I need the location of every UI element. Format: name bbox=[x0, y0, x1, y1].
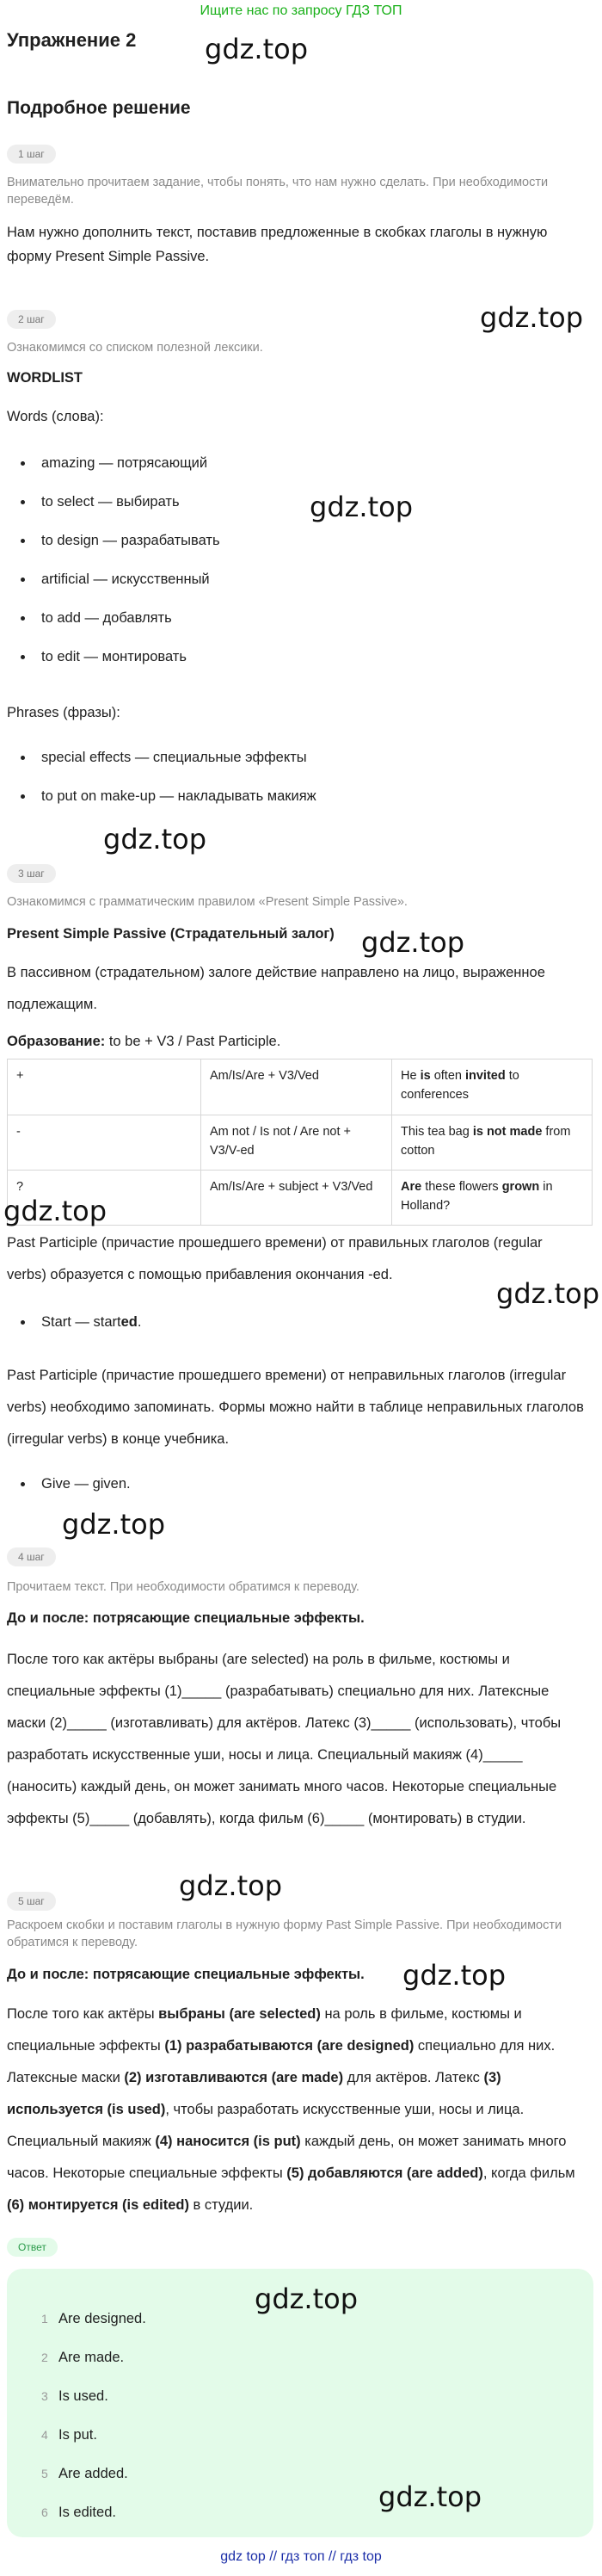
answer-item bbox=[7, 2345, 523, 2384]
answer-number: 6 bbox=[41, 2505, 48, 2519]
text-part: , чтобы разработать искусственные уши, носы и лица. Специальный макияж bbox=[7, 2102, 525, 2149]
answer-text: Are made. bbox=[58, 2350, 125, 2365]
table-row bbox=[8, 1115, 593, 1171]
list-item: to put on make-up — накладывать макияж bbox=[7, 784, 523, 823]
step5-heading: До и после: потрясающие специальные эффекты. bbox=[7, 1967, 365, 1982]
text-part: , когда фильм bbox=[482, 2165, 575, 2181]
step-badge-5: 5 шаг bbox=[7, 1892, 56, 1911]
table-cell bbox=[392, 1115, 593, 1171]
solution-heading: Подробное решение bbox=[7, 98, 191, 118]
formation-line bbox=[7, 1029, 280, 1053]
table-cell bbox=[392, 1171, 593, 1226]
watermark: gdz.top bbox=[103, 823, 207, 856]
step-badge-2: 2 шаг bbox=[7, 310, 56, 329]
example-text: to conferences bbox=[401, 1069, 519, 1102]
answer-item bbox=[7, 2423, 523, 2462]
answer-text: Is used. bbox=[58, 2388, 108, 2404]
phrases-list bbox=[7, 745, 523, 823]
watermark: gdz.top bbox=[205, 33, 309, 65]
bottom-links[interactable]: gdz top // гдз топ // гдз top bbox=[220, 2549, 382, 2564]
list-item: to edit — монтировать bbox=[7, 645, 523, 683]
example-text: . bbox=[137, 1314, 142, 1330]
answer-part: (5) добавляются (are added) bbox=[286, 2165, 483, 2181]
table-cell: Am not / Is not / Are not + V3/V-ed bbox=[201, 1115, 392, 1171]
step1-text: Нам нужно дополнить текст, поставив предложенные в скобках глаголы в нужную форму Present Simple Passive. bbox=[7, 225, 548, 264]
table-cell: - bbox=[8, 1115, 201, 1171]
step4-heading: До и после: потрясающие специальные эффекты. bbox=[7, 1610, 365, 1626]
rule-title: Present Simple Passive (Страдательный залог) bbox=[7, 926, 335, 942]
text-part: для актёров. Латекс bbox=[343, 2070, 484, 2085]
phrases-label: Phrases (фразы): bbox=[7, 705, 120, 720]
words-label: Words (слова): bbox=[7, 409, 104, 424]
watermark: gdz.top bbox=[62, 1508, 166, 1541]
table-cell: Am/Is/Are + V3/Ved bbox=[201, 1059, 392, 1115]
step-badge-1: 1 шаг bbox=[7, 145, 56, 164]
answer-number: 5 bbox=[41, 2467, 48, 2480]
watermark: gdz.top bbox=[310, 491, 414, 523]
list-item: to add — добавлять bbox=[7, 606, 523, 645]
step-badge-4: 4 шаг bbox=[7, 1547, 56, 1566]
answer-number: 1 bbox=[41, 2312, 48, 2326]
watermark: gdz.top bbox=[480, 301, 584, 334]
rule-text: В пассивном (страдательном) залоге действие направлено на лицо, выраженное подлежащим. bbox=[7, 965, 545, 1012]
example-text: these flowers bbox=[421, 1180, 502, 1194]
example-text: Start — start bbox=[41, 1314, 121, 1330]
list-item: artificial — искусственный bbox=[7, 567, 523, 606]
table-cell: Am/Is/Are + subject + V3/Ved bbox=[201, 1171, 392, 1226]
answer-part: (1) разрабатываются (are designed) bbox=[164, 2038, 415, 2054]
answer-part: (2) изготавливаются (are made) bbox=[124, 2070, 344, 2085]
example-verb: invited bbox=[464, 1069, 506, 1083]
text-part: специально для них. Латексные маски bbox=[7, 2038, 556, 2085]
answer-item bbox=[7, 2384, 523, 2423]
example-verb: Are bbox=[401, 1180, 422, 1194]
example-text: This tea bag bbox=[401, 1125, 473, 1139]
table-cell: + bbox=[8, 1059, 201, 1115]
words-list bbox=[7, 451, 523, 683]
watermark: gdz.top bbox=[179, 1869, 283, 1902]
answer-part: выбраны (are selected) bbox=[158, 2006, 321, 2022]
example-text: He bbox=[401, 1069, 421, 1083]
example-text: often bbox=[430, 1069, 465, 1083]
pp-irregular-example bbox=[7, 1472, 523, 1510]
answer-part: (4) наносится (is put) bbox=[155, 2134, 301, 2149]
list-item: Give — given. bbox=[7, 1472, 523, 1510]
step1-note: Внимательно прочитаем задание, чтобы понять, что нам нужно сделать. При необходимости переведём. bbox=[7, 176, 549, 207]
example-verb: is bbox=[420, 1069, 431, 1083]
answer-text: Is edited. bbox=[58, 2505, 116, 2520]
formation-label: Образование: bbox=[7, 1034, 106, 1049]
text-part: После того как актёры bbox=[7, 2006, 159, 2022]
wordlist-title: WORDLIST bbox=[7, 370, 83, 386]
step3-note: Ознакомимся с грамматическим правилом «Present Simple Passive». bbox=[7, 895, 408, 909]
list-item bbox=[7, 1310, 523, 1349]
answer-text: Is put. bbox=[58, 2427, 97, 2443]
pp-regular-example bbox=[7, 1310, 523, 1349]
step4-note: Прочитаем текст. При необходимости обратимся к переводу. bbox=[7, 1580, 359, 1594]
watermark: gdz.top bbox=[3, 1195, 108, 1227]
list-item: special effects — специальные эффекты bbox=[7, 745, 523, 784]
page-title: Упражнение 2 bbox=[7, 29, 137, 51]
answer-text: Are added. bbox=[58, 2466, 128, 2481]
step-badge-3: 3 шаг bbox=[7, 864, 56, 883]
table-row bbox=[8, 1059, 593, 1115]
step4-text: После того как актёры выбраны (are selected) на роль в фильме, костюмы и специальные эффекты (1)_____ (разрабатывать) специально для них. Латексные маски (2)_____ (изготавливать) для актёров. Латекс (3)_____ (использовать), чтобы разработать искусственные уши, носы и лица. Специальный макияж (4)_____ (наносить) каждый день, он может занимать много часов. Некоторые специальные эффекты (5)_____ (добавлять), когда фильм (6)_____ (монтировать) в студии. bbox=[7, 1652, 562, 1826]
watermark: gdz.top bbox=[496, 1277, 600, 1310]
example-verb: grown bbox=[501, 1180, 540, 1194]
table-cell: ? bbox=[8, 1171, 201, 1226]
answer-number: 3 bbox=[41, 2389, 48, 2403]
example-verb: is not made bbox=[472, 1125, 543, 1139]
pp-regular: Past Participle (причастие прошедшего времени) от правильных глаголов (regular verbs) образуется с помощью прибавления окончания -ed. bbox=[7, 1235, 543, 1282]
list-item: to select — выбирать bbox=[7, 490, 523, 528]
formation-text: to be + V3 / Past Participle. bbox=[105, 1034, 281, 1049]
answer-badge: Ответ bbox=[7, 2238, 58, 2257]
list-item: amazing — потрясающий bbox=[7, 451, 523, 490]
text-part: каждый день, он может занимать много часов. Некоторые специальные эффекты bbox=[7, 2134, 567, 2181]
step2-note: Ознакомимся со списком полезной лексики. bbox=[7, 341, 263, 355]
answer-number: 2 bbox=[41, 2351, 48, 2364]
answer-part: (3) используется (is used) bbox=[7, 2070, 501, 2117]
watermark: gdz.top bbox=[361, 926, 465, 959]
text-part: на роль в фильме, костюмы и специальные эффекты bbox=[7, 2006, 522, 2054]
example-text: from cotton bbox=[401, 1125, 571, 1158]
example-text: in Holland? bbox=[401, 1180, 553, 1213]
watermark: gdz.top bbox=[378, 2480, 482, 2513]
top-banner[interactable]: Ищите нас по запросу ГДЗ ТОП bbox=[200, 3, 402, 18]
watermark: gdz.top bbox=[402, 1959, 507, 1992]
step5-text bbox=[7, 1998, 592, 2221]
watermark: gdz.top bbox=[255, 2283, 359, 2315]
table-cell bbox=[392, 1059, 593, 1115]
pp-irregular: Past Participle (причастие прошедшего времени) от неправильных глаголов (irregular verbs) необходимо запоминать. Формы можно найти в таблице неправильных глаголов (irregular verbs) в конце учебника. bbox=[7, 1368, 584, 1447]
answer-part: (6) монтируется (is edited) bbox=[7, 2197, 189, 2213]
answer-number: 4 bbox=[41, 2428, 48, 2442]
step5-note: Раскроем скобки и поставим глаголы в нужную форму Past Simple Passive. При необходимости обратимся к переводу. bbox=[7, 1918, 562, 1949]
list-item: to design — разрабатывать bbox=[7, 528, 523, 567]
answer-text: Are designed. bbox=[58, 2311, 146, 2326]
text-part: в студии. bbox=[188, 2197, 254, 2213]
example-ending: ed bbox=[120, 1314, 138, 1330]
